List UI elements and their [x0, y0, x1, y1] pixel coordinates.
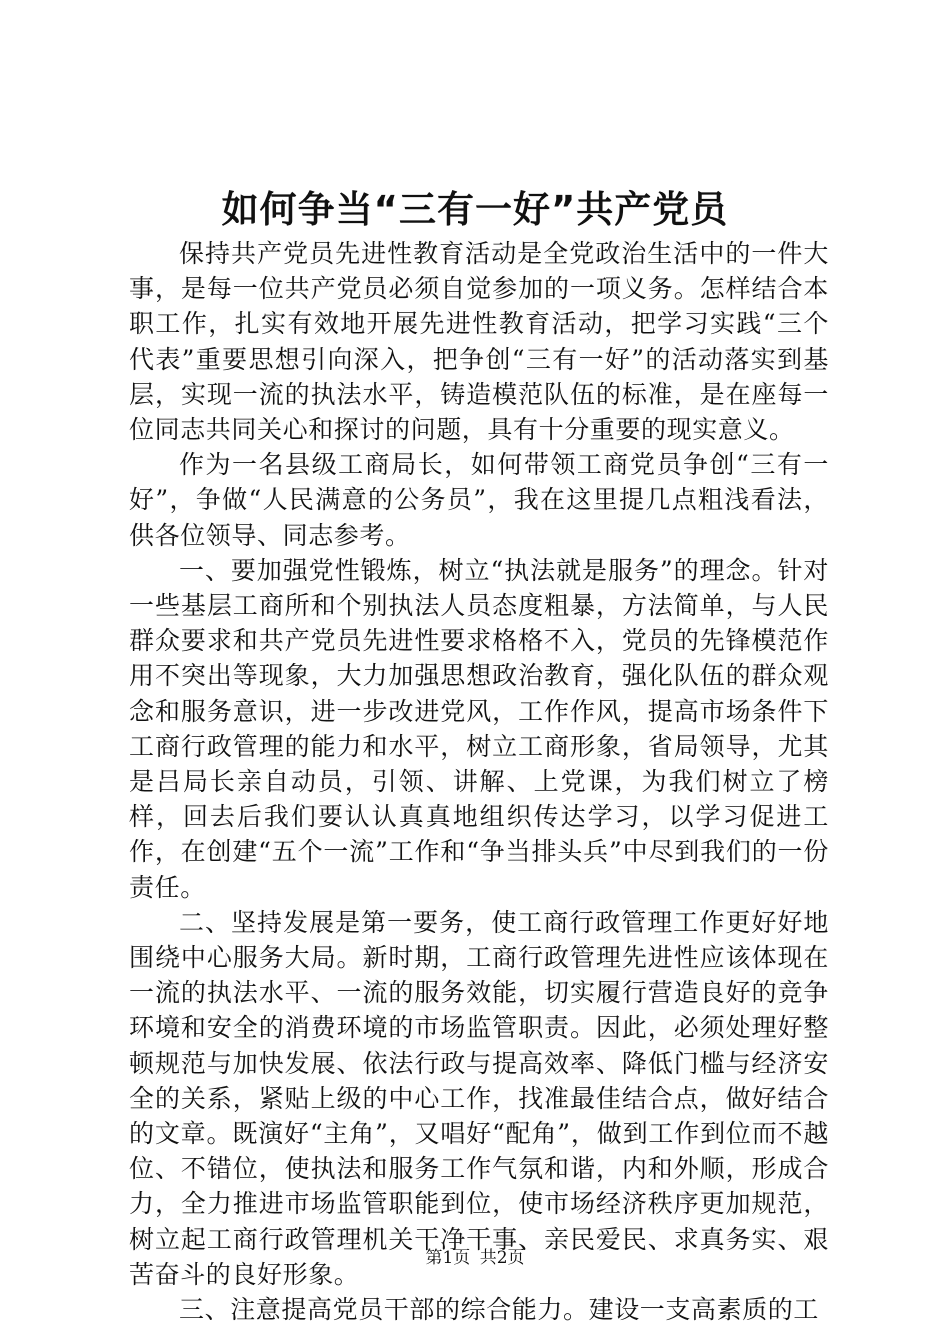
document-body: [129, 236, 829, 1327]
paragraph-intro: 保持共产党员先进性教育活动是全党政治生活中的一件大事，是每一位共产党员必须自觉参加的一项义务。怎样结合本职工作，扎实有效地开展先进性教育活动，把学习实践“三个代表”重要思想引向深入，把争创“三有一好”的活动落实到基层，实现一流的执法水平，铸造模范队伍的标准，是在座每一位同志共同关心和探讨的问题，具有十分重要的现实意义。: [129, 239, 829, 445]
document-title: 如何争当“三有一好”共产党员: [221, 188, 729, 231]
paragraph-point-one: 一、要加强党性锻炼，树立“执法就是服务”的理念。针对一些基层工商所和个别执法人员态度粗暴，方法简单，与人民群众要求和共产党员先进性要求格格不入，党员的先锋模范作用不突出等现象，大力加强思想政治教育，强化队伍的群众观念和服务意识，进一步改进党风，工作作风，提高市场条件下工商行政管理的能力和水平，树立工商形象，省局领导，尤其是吕局长亲自动员，引领、讲解、上党课，为我们树立了榜样，回去后我们要认认真真地组织传达学习，以学习促进工作，在创建“五个一流”工作和“争当排头兵”中尽到我们的一份责任。: [129, 555, 829, 902]
paragraph-point-three: 三、注意提高党员干部的综合能力。建设一支高素质的工: [179, 1295, 820, 1325]
page-number: 第1页: [425, 1248, 471, 1268]
page-total: 共2页: [479, 1248, 525, 1268]
page-footer: [0, 1247, 950, 1269]
paragraph-point-two: 二、坚持发展是第一要务，使工商行政管理工作更好好地围绕中心服务大局。新时期，工商行政管理先进性应该体现在一流的执法水平、一流的服务效能，切实履行营造良好的竞争环境和安全的消费环境的市场监管职责。因此，必须处理好整顿规范与加快发展、依法行政与提高效率、降低门槛与经济安全的关系，紧贴上级的中心工作，找准最佳结合点，做好结合的文章。既演好“主角”，又唱好“配角”，做到工作到位而不越位、不错位，使执法和服务工作气氛和谐，内和外顺，形成合力，全力推进市场监管职能到位，使市场经济秩序更加规范，树立起工商行政管理机关干净干事、亲民爱民、求真务实、艰苦奋斗的良好形象。: [129, 907, 829, 1289]
paragraph-purpose: 作为一名县级工商局长，如何带领工商党员争创“三有一好”，争做“人民满意的公务员”，我在这里提几点粗浅看法，供各位领导、同志参考。: [129, 450, 829, 550]
